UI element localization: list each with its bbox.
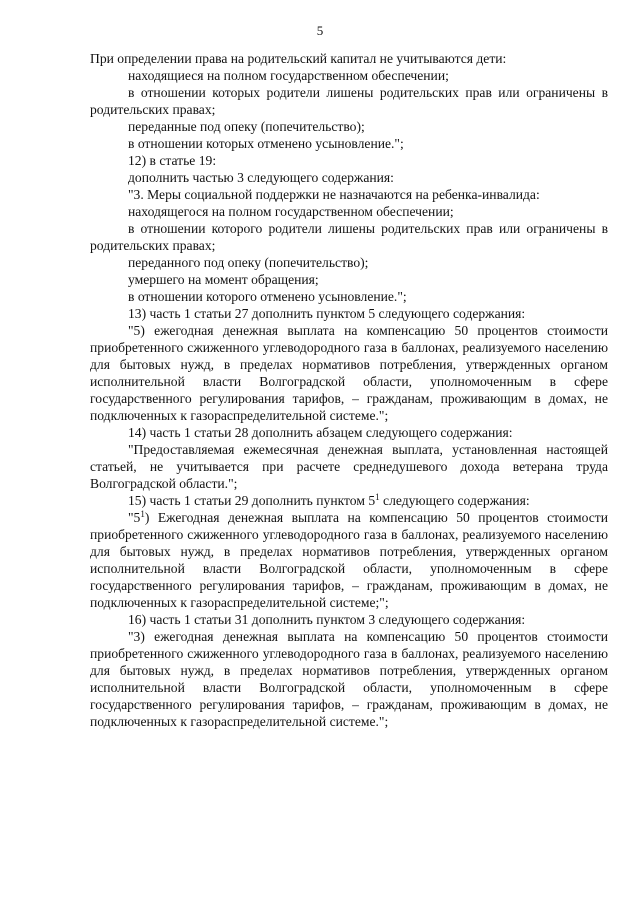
list-item-disabled-guardianship: переданного под опеку (попечительство);: [128, 255, 369, 270]
amendment-15-text-b: следующего содержания:: [379, 493, 530, 508]
paragraph-monthly-payment-article-28: "Предоставляемая ежемесячная денежная выплата, установленная настоящей статьей, не учитывается при расчете среднедушевого дохода ветерана труда Волгоградской области.";: [90, 442, 608, 491]
amendment-13-instruction: 13) часть 1 статьи 27 дополнить пунктом 5 следующего содержания:: [128, 306, 526, 321]
list-item-parents-deprived-rights: в отношении которых родители лишены родительских прав или ограничены в родительских правах;: [90, 85, 608, 117]
amendment-14-instruction: 14) часть 1 статьи 28 дополнить абзацем следующего содержания:: [128, 425, 513, 440]
item-5-1-prefix: "5: [128, 510, 141, 525]
amendment-15-superscript: 1: [375, 492, 380, 502]
item-5-1-superscript: 1: [140, 509, 145, 519]
paragraph-parental-capital-intro: При определении права на родительский капитал не учитываются дети:: [90, 51, 507, 66]
amendment-12-heading: 12) в статье 19:: [128, 153, 217, 168]
amendment-15-instruction: [90, 492, 608, 509]
item-5-1-text: ) Ежегодная денежная выплата на компенсацию 50 процентов стоимости приобретенного сжиженного углеводородного газа в баллонах, реализуемого населению для бытовых нужд, в пределах нормативов потребления, утвержденных органом исполнительной власти Волгоградской области, уполномоченным в сфере государственного регулирования тарифов, – гражданам, проживающим в домах, не подключенных к газораспределительной системе;";: [90, 510, 608, 610]
list-item-adoption-cancelled: в отношении которых отменено усыновление.";: [128, 136, 404, 151]
document-body: [90, 50, 608, 730]
paragraph-gas-compensation-article-27: "5) ежегодная денежная выплата на компенсацию 50 процентов стоимости приобретенного сжиженного углеводородного газа в баллонах, реализуемого населению для бытовых нужд, в пределах нормативов потребления, утвержденных органом исполнительной власти Волгоградской области, уполномоченным в сфере государственного регулирования тарифов, – гражданам, проживающим в домах, не подключенных к газораспределительной системе.";: [90, 323, 608, 423]
list-item-disabled-full-state-support: находящегося на полном государственном обеспечении;: [128, 204, 454, 219]
paragraph-gas-compensation-article-29: [90, 509, 608, 611]
list-item-disabled-parents-deprived: в отношении которого родители лишены родительских прав или ограничены в родительских правах;: [90, 221, 608, 253]
list-item-disabled-adoption-cancelled: в отношении которого отменено усыновление.";: [128, 289, 407, 304]
list-item-deceased: умершего на момент обращения;: [128, 272, 319, 287]
list-item-guardianship: переданные под опеку (попечительство);: [128, 119, 365, 134]
amendment-12-instruction: дополнить частью 3 следующего содержания:: [128, 170, 394, 185]
paragraph-disabled-child-measures: "3. Меры социальной поддержки не назначаются на ребенка-инвалида:: [128, 187, 540, 202]
amendment-16-instruction: 16) часть 1 статьи 31 дополнить пунктом 3 следующего содержания:: [128, 612, 526, 627]
page-number: 5: [316, 23, 324, 38]
list-item-full-state-support: находящиеся на полном государственном обеспечении;: [128, 68, 449, 83]
paragraph-gas-compensation-article-31: "3) ежегодная денежная выплата на компенсацию 50 процентов стоимости приобретенного сжиженного углеводородного газа в баллонах, реализуемого населению для бытовых нужд, в пределах нормативов потребления, утвержденных органом исполнительной власти Волгоградской области, уполномоченным в сфере государственного регулирования тарифов, – гражданам, проживающим в домах, не подключенных к газораспределительной системе.";: [90, 629, 608, 729]
amendment-15-text-a: 15) часть 1 статьи 29 дополнить пунктом 5: [128, 493, 376, 508]
